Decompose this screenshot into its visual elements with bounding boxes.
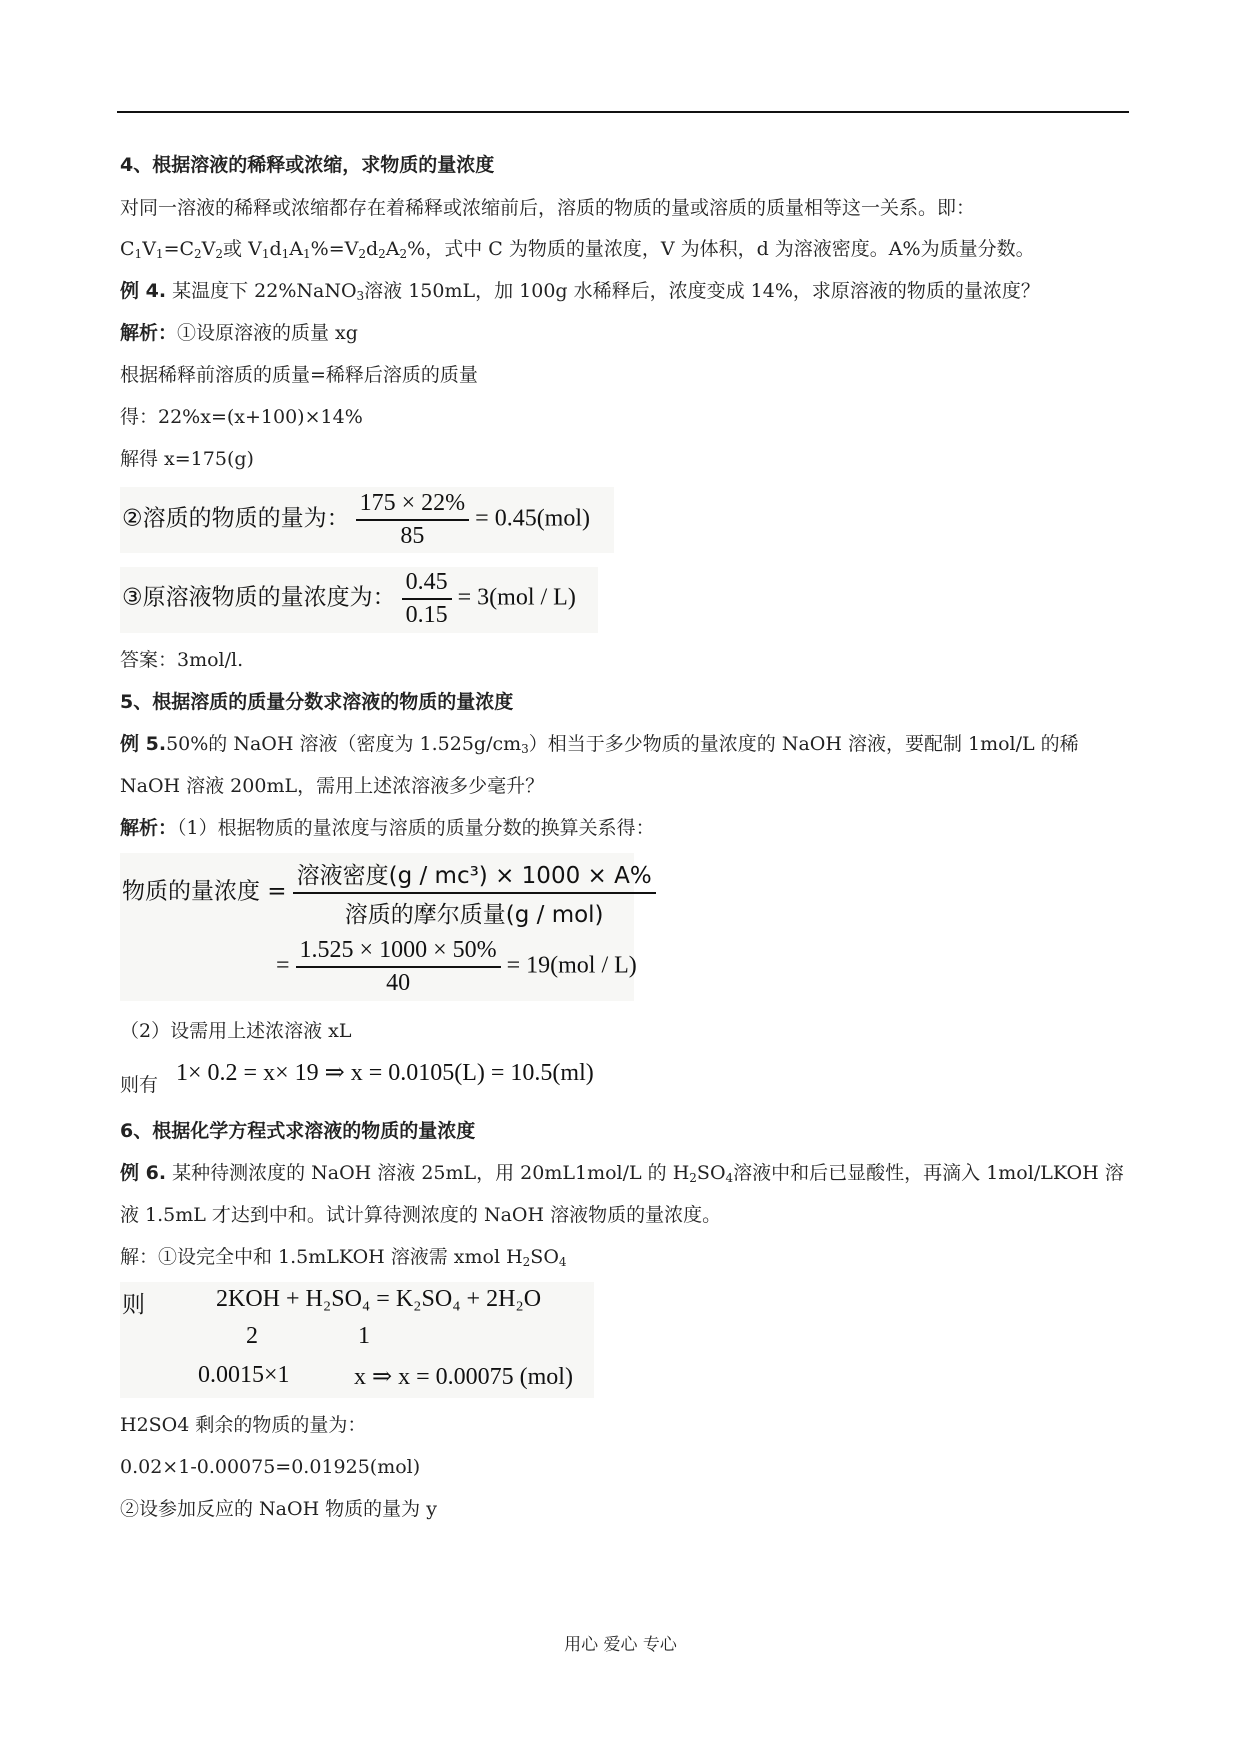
reaction-coef-koh: 2 <box>246 1323 258 1349</box>
dilution-formula: $C_1V_1=C_2V_2$或 $V_1d_1A_1\%=V_2d_2A_2\%$，式中 C 为物质的量浓度，V 为体积，d 为溶液密度。A%为质量分数。 <box>120 238 1035 261</box>
section-5-heading: 5、根据溶质的质量分数求溶液的物质的量浓度 <box>120 691 514 713</box>
analysis-4-line-2: 得：22%x=(x+100)×14% <box>120 406 363 428</box>
reaction-equation: 2KOH + H₂SO₄ = K₂SO₄ + 2H₂O <box>216 1286 542 1312</box>
example-5-line-1: 例 5.50%的 NaOH 溶液（密度为 $1.525g/cm_3$）相当于多少物质的量浓度的 NaOH 溶液，要配制 1mol/L 的稀 <box>120 733 1079 756</box>
header-rule <box>117 111 1129 113</box>
solution-6: 解：①设完全中和 1.5mLKOH 溶液需 xmol $H_2SO_4$ <box>120 1246 567 1269</box>
equation-result-19: = $\frac{1.525 \times 1000 \times 50\%}{40}$ = 19(mol / L) <box>276 937 637 996</box>
page-footer: 用心 爱心 专心 <box>564 1635 677 1655</box>
then-label: 则有 <box>120 1074 159 1096</box>
step-2: （2）设需用上述浓溶液 xL <box>120 1020 352 1042</box>
remaining-calc: 0.02×1-0.00075=0.01925(mol) <box>120 1456 421 1478</box>
naoh-step: ②设参加反应的 NaOH 物质的量为 y <box>120 1498 437 1520</box>
section-6-heading: 6、根据化学方程式求溶液的物质的量浓度 <box>120 1120 476 1142</box>
equation-volume: 1× 0.2 = x× 19 ⇒ x = 0.0105(L) = 10.5(ml) <box>176 1060 594 1086</box>
reaction-coef-h2so4: 1 <box>358 1323 370 1349</box>
equation-conversion: 物质的量浓度 = $\frac{\text{溶液密度(g / mc³) × 1000 × A\%}}{\text{溶质的摩尔质量(g / mol)}}$ <box>122 857 662 929</box>
reaction-quantity-x: x ⇒ x = 0.00075 (mol) <box>354 1364 573 1390</box>
analysis-4-line-1: 根据稀释前溶质的质量=稀释后溶质的质量 <box>120 364 478 386</box>
example-4: 例 4. 某温度下 22%NaNO$_3$溶液 150mL，加 100g 水稀释后，浓度变成 14%，求原溶液的物质的量浓度？ <box>120 280 1040 303</box>
section-4-heading: 4、根据溶液的稀释或浓缩，求物质的量浓度 <box>120 154 495 176</box>
analysis-4: 解析：①设原溶液的质量 xg <box>120 322 358 344</box>
section-4-paragraph: 对同一溶液的稀释或浓缩都存在着稀释或浓缩前后，溶质的物质的量或溶质的质量相等这一关系。即： <box>120 197 976 219</box>
analysis-4-line-3: 解得 x=175(g) <box>120 448 254 470</box>
remaining-h2so4: H2SO4 剩余的物质的量为： <box>120 1414 367 1436</box>
example-5-line-2: NaOH 溶液 200mL，需用上述浓溶液多少毫升？ <box>120 775 545 797</box>
reaction-then: 则 <box>122 1292 145 1318</box>
example-6-line-2: 液 1.5mL 才达到中和。试计算待测浓度的 NaOH 溶液物质的量浓度。 <box>120 1204 722 1226</box>
equation-concentration: ③原溶液物质的量浓度为： $\frac{0.45}{0.15}$ = 3(mol / L) <box>122 569 576 628</box>
example-6-line-1: 例 6. 某种待测浓度的 NaOH 溶液 25mL，用 20mL1mol/L 的 $H_2SO_4$溶液中和后已显酸性，再滴入 1mol/LKOH 溶 <box>120 1162 1124 1185</box>
equation-moles: ②溶质的物质的量为： $\frac{175 \times 22\%}{85}$ = 0.45(mol) <box>122 490 591 549</box>
reaction-quantity-koh: 0.0015×1 <box>198 1362 290 1388</box>
analysis-5: 解析：（1）根据物质的量浓度与溶质的质量分数的换算关系得： <box>120 817 655 839</box>
answer-4: 答案：3mol/l. <box>120 649 244 671</box>
